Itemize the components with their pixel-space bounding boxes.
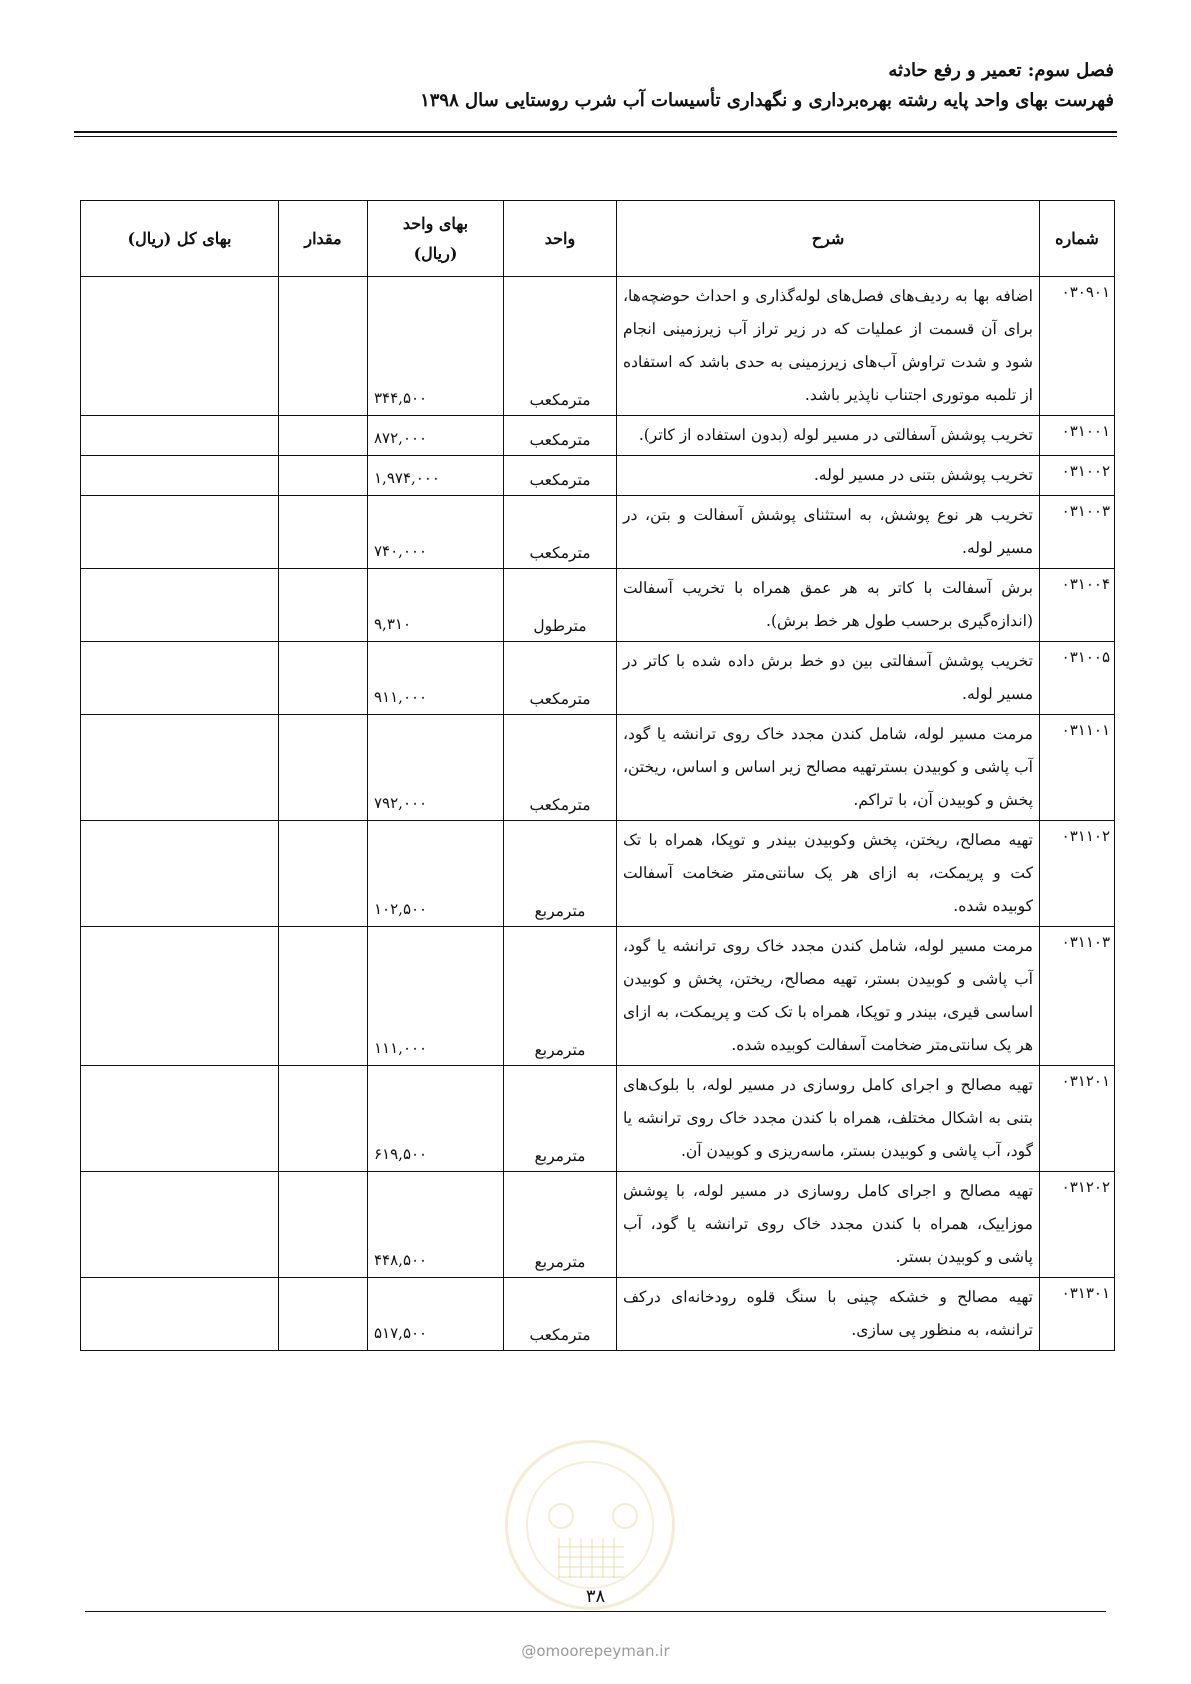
row-quantity: [279, 927, 368, 1066]
header-unit-price: [368, 201, 504, 277]
header-total-price: بهای کل (ریال): [81, 201, 279, 277]
table-row: [81, 496, 1115, 569]
row-unit: مترمربع: [504, 1066, 617, 1172]
header-rule-thick: [74, 131, 1117, 133]
row-quantity: [279, 821, 368, 927]
table-row: [81, 1278, 1115, 1351]
row-quantity: [279, 1066, 368, 1172]
row-code: ۰۳۱۲۰۱: [1040, 1066, 1115, 1172]
row-total-price: [81, 1066, 279, 1172]
seal-icon: [505, 1440, 675, 1610]
row-quantity: [279, 642, 368, 715]
row-unit-price: ۹,۳۱۰: [368, 569, 504, 642]
table-row: [81, 456, 1115, 496]
page-header: [77, 56, 1114, 116]
row-total-price: [81, 927, 279, 1066]
table-row: [81, 1066, 1115, 1172]
row-description: برش آسفالت با کاتر به هر عمق همراه با تخریب آسفالت (اندازه‌گیری برحسب طول هر خط برش).: [617, 569, 1040, 642]
table-row: [81, 642, 1115, 715]
row-code: ۰۳۱۳۰۱: [1040, 1278, 1115, 1351]
row-unit: مترمکعب: [504, 715, 617, 821]
row-code: ۰۳۱۱۰۱: [1040, 715, 1115, 821]
row-total-price: [81, 416, 279, 456]
header-rule-thin: [74, 136, 1117, 137]
row-quantity: [279, 416, 368, 456]
row-unit: مترمربع: [504, 821, 617, 927]
header-unit: واحد: [504, 201, 617, 277]
header-quantity: مقدار: [279, 201, 368, 277]
row-total-price: [81, 456, 279, 496]
row-code: ۰۳۱۰۰۵: [1040, 642, 1115, 715]
row-unit: مترطول: [504, 569, 617, 642]
row-unit: مترمکعب: [504, 1278, 617, 1351]
row-description: تهیه مصالح و اجرای کامل روسازی در مسیر لوله، با بلوک‌های بتنی به اشکال مختلف، همراه با کندن مجدد خاک روی ترانشه یا گود، آب پاشی و کوبیدن بستر، ماسه‌ریزی و کوبیدن آن.: [617, 1066, 1040, 1172]
row-quantity: [279, 715, 368, 821]
row-unit: مترمکعب: [504, 416, 617, 456]
header-unit-price-line1: بهای واحد: [402, 213, 469, 233]
row-unit-price: ۱۰۲,۵۰۰: [368, 821, 504, 927]
row-unit-price: ۳۴۴,۵۰۰: [368, 277, 504, 416]
table-header-row: [81, 201, 1115, 277]
row-unit-price: ۵۱۷,۵۰۰: [368, 1278, 504, 1351]
table-row: [81, 277, 1115, 416]
table-row: [81, 715, 1115, 821]
header-code: شماره: [1040, 201, 1115, 277]
page-number: ۳۸: [585, 1586, 606, 1607]
row-unit: مترمربع: [504, 1172, 617, 1278]
row-code: ۰۳۱۰۰۳: [1040, 496, 1115, 569]
row-code: ۰۳۱۱۰۲: [1040, 821, 1115, 927]
row-total-price: [81, 277, 279, 416]
row-description: تهیه مصالح و اجرای کامل روسازی در مسیر لوله، با پوشش موزاییک، همراه با کندن مجدد خاک روی ترانشه یا گود، آب پاشی و کوبیدن بستر.: [617, 1172, 1040, 1278]
seal-emblem-left: [548, 1503, 574, 1529]
row-code: ۰۳۱۲۰۲: [1040, 1172, 1115, 1278]
row-description: تخریب هر نوع پوشش، به استثنای پوشش آسفالت و بتن، در مسیر لوله.: [617, 496, 1040, 569]
row-total-price: [81, 1278, 279, 1351]
row-description: تخریب پوشش آسفالتی در مسیر لوله (بدون استفاده از کاتر).: [617, 416, 1040, 456]
row-unit-price: ۹۱۱,۰۰۰: [368, 642, 504, 715]
row-quantity: [279, 1172, 368, 1278]
header-unit-price-line2: (ریال): [413, 243, 458, 263]
table-row: [81, 1172, 1115, 1278]
chapter-title: فصل سوم: تعمیر و رفع حادثه: [888, 60, 1114, 81]
row-quantity: [279, 569, 368, 642]
row-description: تخریب پوشش آسفالتی بین دو خط برش داده شده با کاتر در مسیر لوله.: [617, 642, 1040, 715]
row-unit: مترمکعب: [504, 277, 617, 416]
row-quantity: [279, 496, 368, 569]
table-row: [81, 569, 1115, 642]
table-row: [81, 416, 1115, 456]
seal-grid: [558, 1538, 624, 1578]
row-unit-price: ۴۴۸,۵۰۰: [368, 1172, 504, 1278]
row-unit: مترمکعب: [504, 642, 617, 715]
row-total-price: [81, 496, 279, 569]
header-description: شرح: [617, 201, 1040, 277]
row-code: ۰۳۱۱۰۳: [1040, 927, 1115, 1066]
row-unit: مترمکعب: [504, 496, 617, 569]
row-total-price: [81, 642, 279, 715]
table-row: [81, 927, 1115, 1066]
row-total-price: [81, 821, 279, 927]
row-quantity: [279, 456, 368, 496]
row-code: ۰۳۱۰۰۲: [1040, 456, 1115, 496]
row-description: تخریب پوشش بتنی در مسیر لوله.: [617, 456, 1040, 496]
row-quantity: [279, 1278, 368, 1351]
row-total-price: [81, 1172, 279, 1278]
price-table: [80, 200, 1115, 1351]
row-total-price: [81, 569, 279, 642]
row-unit: مترمربع: [504, 927, 617, 1066]
row-unit-price: ۶۱۹,۵۰۰: [368, 1066, 504, 1172]
seal-emblem-right: [612, 1503, 638, 1529]
row-unit-price: ۱۱۱,۰۰۰: [368, 927, 504, 1066]
table-row: [81, 821, 1115, 927]
document-title: فهرست بهای واحد پایه رشته بهره‌برداری و نگهداری تأسیسات آب شرب روستایی سال ۱۳۹۸: [420, 90, 1114, 111]
row-description: مرمت مسیر لوله، شامل کندن مجدد خاک روی ترانشه یا گود، آب پاشی و کوبیدن بستر، تهیه مصالح، ریختن، پخش و کوبیدن اساسی قیری، بیندر و توپکا، همراه با تک کت و پریمکت، به ازای هر یک سانتی‌متر ضخامت آسفالت کوبیده شده.: [617, 927, 1040, 1066]
row-code: ۰۳۰۹۰۱: [1040, 277, 1115, 416]
row-description: مرمت مسیر لوله، شامل کندن مجدد خاک روی ترانشه یا گود، آب پاشی و کوبیدن بسترتهیه مصالح زیر اساس و اساس، ریختن، پخش و کوبیدن آن، با تراکم.: [617, 715, 1040, 821]
row-total-price: [81, 715, 279, 821]
row-description: تهیه مصالح و خشکه چینی با سنگ قلوه رودخانه‌ای درکف ترانشه، به منظور پی سازی.: [617, 1278, 1040, 1351]
row-unit-price: ۸۷۲,۰۰۰: [368, 416, 504, 456]
row-quantity: [279, 277, 368, 416]
row-code: ۰۳۱۰۰۱: [1040, 416, 1115, 456]
row-description: اضافه بها به ردیف‌های فصل‌های لوله‌گذاری و احداث حوضچه‌ها، برای آن قسمت از عملیات که در زیر تراز آب زیرزمینی انجام شود و شدت تراوش آب‌های زیرزمینی به حدی باشد که استفاده از تلمبه موتوری اجتناب ناپذیر باشد.: [617, 277, 1040, 416]
row-unit-price: ۷۴۰,۰۰۰: [368, 496, 504, 569]
row-code: ۰۳۱۰۰۴: [1040, 569, 1115, 642]
footer-rule: [85, 1611, 1106, 1612]
row-description: تهیه مصالح، ریختن، پخش وکوبیدن بیندر و توپکا، همراه با تک کت و پریمکت، به ازای هر یک سانتی‌متر ضخامت آسفالت کوبیده شده.: [617, 821, 1040, 927]
row-unit-price: ۷۹۲,۰۰۰: [368, 715, 504, 821]
site-watermark-text: @omoorepeyman.ir: [521, 1642, 670, 1660]
row-unit-price: ۱,۹۷۴,۰۰۰: [368, 456, 504, 496]
row-unit: مترمکعب: [504, 456, 617, 496]
